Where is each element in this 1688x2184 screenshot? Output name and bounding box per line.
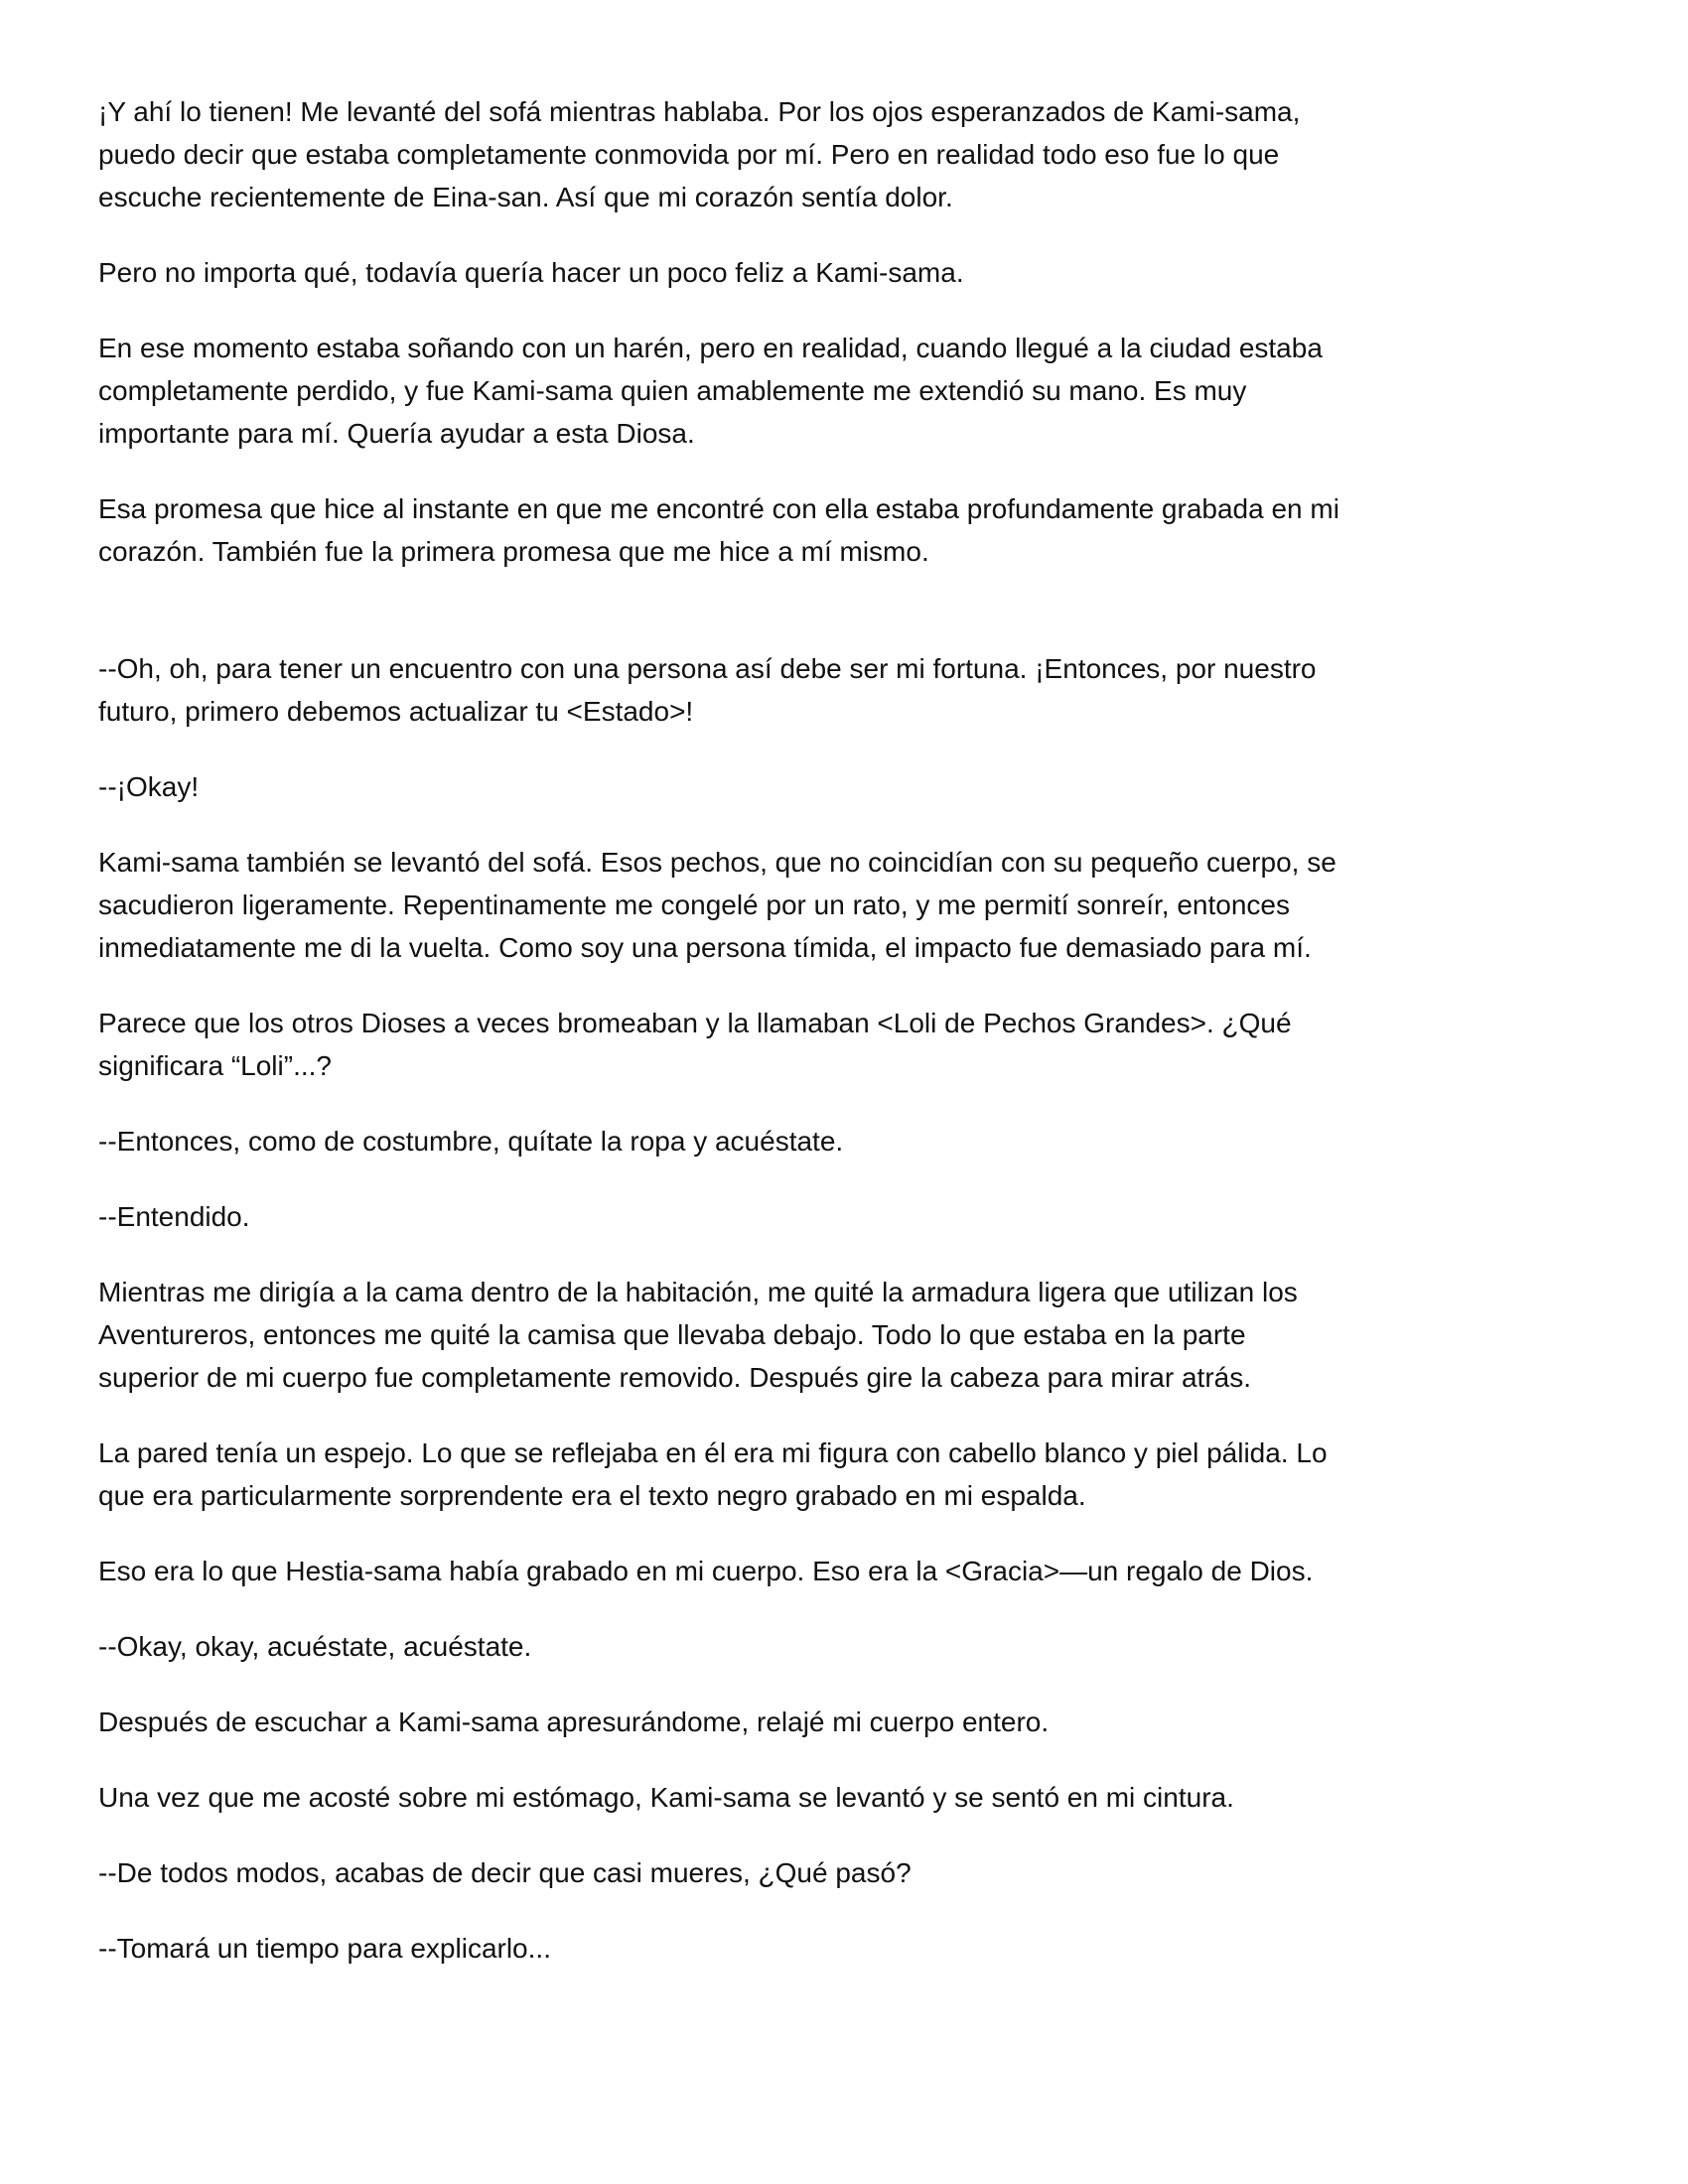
- text-line: --Oh, oh, para tener un encuentro con una persona así debe ser mi fortuna. ¡Entonces, por nuestro: [98, 653, 1317, 684]
- paragraph: [98, 765, 1647, 808]
- text-line: --Tomará un tiempo para explicarlo...: [98, 1933, 551, 1964]
- document-page: [98, 90, 1647, 2002]
- text-line: --De todos modos, acabas de decir que casi mueres, ¿Qué pasó?: [98, 1857, 912, 1888]
- paragraph: [98, 1776, 1647, 1819]
- text-line: Eso era lo que Hestia-sama había grabado en mi cuerpo. Eso era la <Gracia>—un regalo de Dios.: [98, 1556, 1314, 1586]
- paragraph: [98, 1701, 1647, 1743]
- text-line: --Entendido.: [98, 1201, 250, 1232]
- paragraph: [98, 1550, 1647, 1592]
- text-line: completamente perdido, y fue Kami-sama quien amablemente me extendió su mano. Es muy: [98, 375, 1247, 406]
- text-line: --¡Okay!: [98, 771, 200, 802]
- text-line: escuche recientemente de Eina-san. Así que mi corazón sentía dolor.: [98, 182, 953, 212]
- text-line: superior de mi cuerpo fue completamente removido. Después gire la cabeza para mirar atrás.: [98, 1362, 1252, 1393]
- text-line: ¡Y ahí lo tienen! Me levanté del sofá mientras hablaba. Por los ojos esperanzados de Kami-sama,: [98, 96, 1301, 127]
- paragraph: [98, 90, 1647, 218]
- text-line: --Okay, okay, acuéstate, acuéstate.: [98, 1631, 532, 1662]
- text-line: que era particularmente sorprendente era el texto negro grabado en mi espalda.: [98, 1480, 1086, 1511]
- paragraph: [98, 251, 1647, 294]
- paragraph: [98, 1851, 1647, 1894]
- text-line: sacudieron ligeramente. Repentinamente me congelé por un rato, y me permití sonreír, entonces: [98, 889, 1290, 920]
- paragraph: [98, 1625, 1647, 1668]
- text-line: Parece que los otros Dioses a veces bromeaban y la llamaban <Loli de Pechos Grandes>. ¿Qué: [98, 1008, 1292, 1038]
- paragraph: [98, 487, 1647, 573]
- text-line: Kami-sama también se levantó del sofá. Esos pechos, que no coincidían con su pequeño cuerpo, se: [98, 847, 1336, 878]
- paragraph: [98, 1002, 1647, 1087]
- text-line: Aventureros, entonces me quité la camisa que llevaba debajo. Todo lo que estaba en la parte: [98, 1319, 1246, 1350]
- paragraph: [98, 841, 1647, 969]
- text-line: futuro, primero debemos actualizar tu <Estado>!: [98, 696, 694, 727]
- paragraph: [98, 647, 1647, 733]
- text-line: corazón. También fue la primera promesa que me hice a mí mismo.: [98, 536, 929, 567]
- text-line: Después de escuchar a Kami-sama apresurándome, relajé mi cuerpo entero.: [98, 1706, 1050, 1737]
- text-line: puedo decir que estaba completamente conmovida por mí. Pero en realidad todo eso fue lo que: [98, 139, 1280, 170]
- text-line: Una vez que me acosté sobre mi estómago, Kami-sama se levantó y se sentó en mi cintura.: [98, 1782, 1234, 1813]
- paragraph: [98, 1271, 1647, 1399]
- paragraph: [98, 1195, 1647, 1238]
- text-line: importante para mí. Quería ayudar a esta Diosa.: [98, 418, 695, 449]
- text-line: En ese momento estaba soñando con un harén, pero en realidad, cuando llegué a la ciudad estaba: [98, 333, 1323, 363]
- text-line: inmediatamente me di la vuelta. Como soy una persona tímida, el impacto fue demasiado para mí.: [98, 932, 1312, 963]
- paragraph: [98, 327, 1647, 455]
- text-line: Esa promesa que hice al instante en que me encontré con ella estaba profundamente grabada en mi: [98, 493, 1339, 524]
- text-line: --Entonces, como de costumbre, quítate la ropa y acuéstate.: [98, 1126, 844, 1157]
- paragraph: [98, 1120, 1647, 1162]
- text-line: significara “Loli”...?: [98, 1050, 332, 1081]
- text-line: Pero no importa qué, todavía quería hacer un poco feliz a Kami-sama.: [98, 257, 964, 288]
- paragraph: [98, 1432, 1647, 1517]
- text-line: Mientras me dirigía a la cama dentro de la habitación, me quité la armadura ligera que utilizan los: [98, 1277, 1298, 1307]
- paragraph: [98, 1927, 1647, 1970]
- text-line: La pared tenía un espejo. Lo que se reflejaba en él era mi figura con cabello blanco y piel pálida. Lo: [98, 1437, 1328, 1468]
